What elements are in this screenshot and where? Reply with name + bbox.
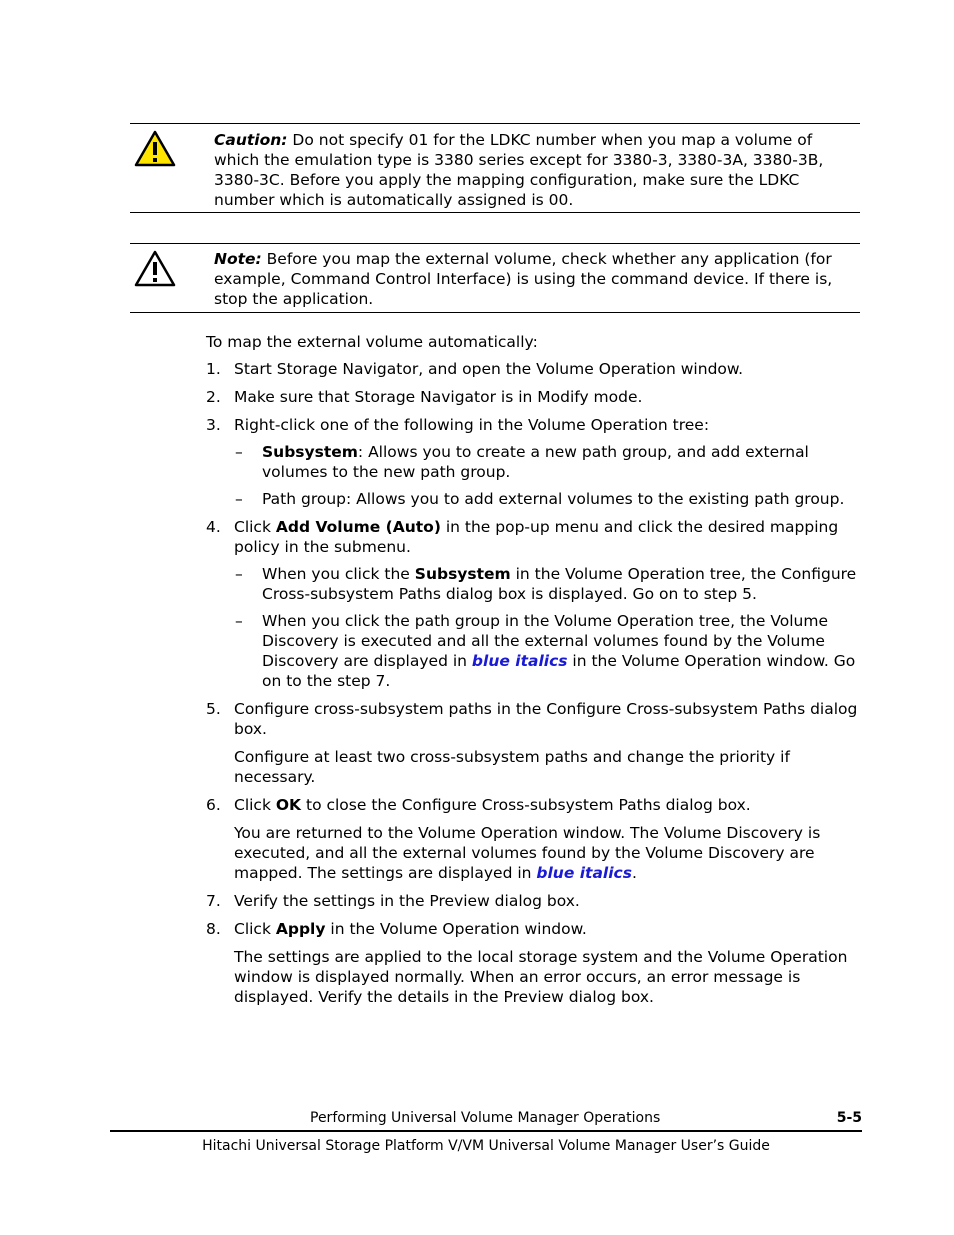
warning-triangle-icon <box>134 250 176 288</box>
step-number: 7. <box>206 892 221 910</box>
sub-text: in the Volume Operation window. Go on to the step 7. <box>262 652 856 690</box>
step-number: 2. <box>206 388 221 406</box>
step-7 <box>206 891 862 911</box>
caution-box <box>130 123 860 213</box>
step-text: Click <box>234 920 276 938</box>
sub-item <box>234 611 862 691</box>
paragraph-text: You are returned to the Volume Operation window. The Volume Discovery is executed, and all the external volumes found by the Volume Discovery are mapped. The settings are displayed in <box>234 824 821 882</box>
sub-text: When you click the <box>262 565 415 583</box>
step-text: Make sure that Storage Navigator is in Modify mode. <box>234 388 643 406</box>
sub-list <box>234 564 862 691</box>
sub-item <box>234 442 862 482</box>
term: OK <box>275 796 302 814</box>
step-paragraph <box>234 823 862 883</box>
caution-text <box>214 130 860 210</box>
sub-text: : Allows you to create a new path group, and add external volumes to the new path group. <box>262 443 809 481</box>
step-number: 5. <box>206 700 221 718</box>
term: Subsystem <box>414 565 511 583</box>
procedure-intro: To map the external volume automatically: <box>206 333 538 351</box>
step-text: Configure cross-subsystem paths in the Configure Cross-subsystem Paths dialog box. <box>234 700 858 738</box>
step-text: Click <box>234 518 276 536</box>
step-number: 8. <box>206 920 221 938</box>
procedure <box>206 332 862 1015</box>
dash-bullet: – <box>235 443 243 461</box>
step-text: Start Storage Navigator, and open the Volume Operation window. <box>234 360 744 378</box>
step-text: to close the Configure Cross-subsystem Paths dialog box. <box>301 796 751 814</box>
note-box <box>130 243 860 313</box>
note-text <box>214 249 860 309</box>
dash-bullet: – <box>235 565 243 583</box>
step-2 <box>206 387 862 407</box>
caution-label: Caution: <box>214 131 288 149</box>
page-footer <box>110 1108 862 1132</box>
step-number: 3. <box>206 416 221 434</box>
note-label: Note: <box>214 250 262 268</box>
sub-item <box>234 489 862 509</box>
sub-text: Path group: Allows you to add external volumes to the existing path group. <box>262 490 845 508</box>
book-title: Hitachi Universal Storage Platform V/VM Universal Volume Manager User’s Guide <box>202 1138 770 1154</box>
step-paragraph: The settings are applied to the local storage system and the Volume Operation window is displayed normally. When an error occurs, an error message is displayed. Verify the details in the Preview dialog box. <box>234 948 848 1006</box>
warning-triangle-icon <box>134 130 176 168</box>
blue-italics-text: blue italics <box>471 652 568 670</box>
step-number: 4. <box>206 518 221 536</box>
sub-list <box>234 442 862 509</box>
step-text: in the Volume Operation window. <box>325 920 587 938</box>
step-5 <box>206 699 862 787</box>
step-text: Verify the settings in the Preview dialog box. <box>234 892 580 910</box>
term: Subsystem <box>262 443 358 461</box>
step-8 <box>206 919 862 1007</box>
note-body: Before you map the external volume, check whether any application (for example, Command Control Interface) is using the command device. If there is, stop the application. <box>214 250 833 308</box>
paragraph-text: . <box>631 864 637 882</box>
step-paragraph: Configure at least two cross-subsystem paths and change the priority if necessary. <box>234 748 790 786</box>
blue-italics-text: blue italics <box>536 864 632 882</box>
step-number: 1. <box>206 360 221 378</box>
sub-text: When you click the path group in the Volume Operation tree, the Volume Discovery is executed and all the external volumes found by the Volume Discovery are displayed in <box>262 612 828 670</box>
chapter-title: Performing Universal Volume Manager Operations <box>310 1110 661 1126</box>
sub-item <box>234 564 862 604</box>
page-number: 5-5 <box>836 1110 862 1126</box>
step-list <box>206 359 862 1007</box>
step-number: 6. <box>206 796 221 814</box>
step-1 <box>206 359 862 379</box>
step-3 <box>206 415 862 509</box>
step-4 <box>206 517 862 691</box>
step-text: Click <box>234 796 276 814</box>
dash-bullet: – <box>235 490 243 508</box>
sub-text: in the Volume Operation tree, the Configure Cross-subsystem Paths dialog box is displayed. Go on to step 5. <box>262 565 857 603</box>
step-text: Right-click one of the following in the Volume Operation tree: <box>234 416 710 434</box>
caution-body: Do not specify 01 for the LDKC number when you map a volume of which the emulation type is 3380 series except for 3380-3, 3380-3A, 3380-3B, 3380-3C. Before you apply the mapping configuration, make sure the LDKC number which is automatically assigned is 00. <box>214 131 824 209</box>
term: Apply <box>275 920 326 938</box>
dash-bullet: – <box>235 612 243 630</box>
step-text: in the pop-up menu and click the desired mapping policy in the submenu. <box>234 518 839 556</box>
step-6 <box>206 795 862 883</box>
term: Add Volume (Auto) <box>275 518 441 536</box>
